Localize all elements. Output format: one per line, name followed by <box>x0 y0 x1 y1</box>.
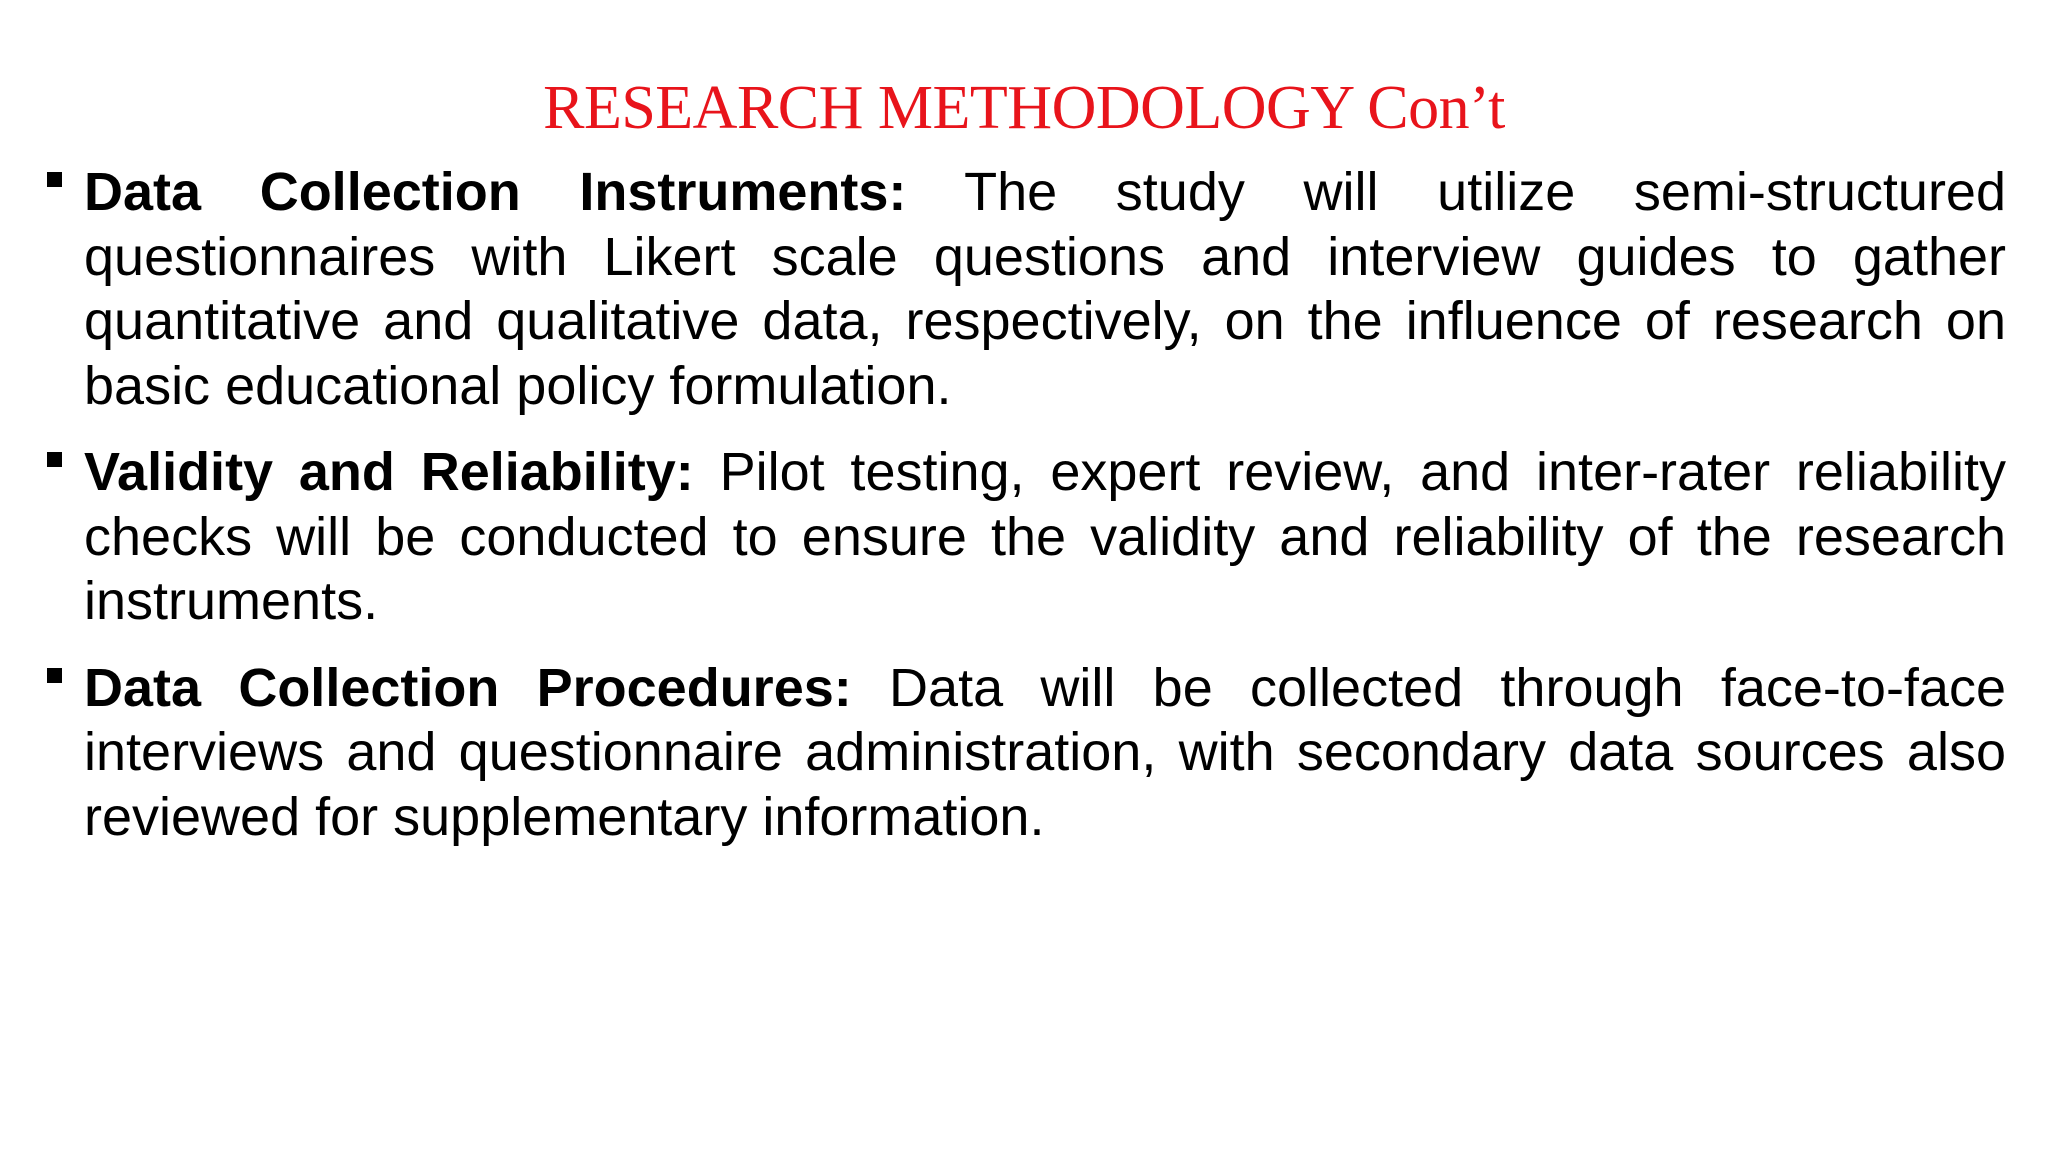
square-bullet-icon <box>47 668 62 683</box>
bullet-term: Data Collection Instruments: <box>84 162 907 222</box>
bullet-description: Pilot testing, expert review, and inter-rater reliability checks will be conducted to ensure the validity and reliability of the research instruments. <box>84 442 2006 631</box>
bullet-text <box>84 656 2006 850</box>
bullet-description: Data will be collected through face-to-face interviews and questionnaire administration, with secondary data sources also reviewed for supplementary information. <box>84 657 2006 847</box>
bullet-term: Validity and Reliability: <box>84 442 694 502</box>
bullet-text <box>84 160 2006 418</box>
bullet-description: The study will utilize semi-structured questionnaires with Likert scale questions and interview guides to gather quantitative and qualitative data, respectively, on the influence of research on basic educational policy formulation. <box>84 162 2006 416</box>
square-bullet-icon <box>47 172 62 187</box>
bullet-text <box>84 440 2006 634</box>
bullet-item-instruments <box>0 160 2048 418</box>
bullet-list <box>0 160 2048 871</box>
slide-title: RESEARCH METHODOLOGY Con’t <box>543 74 1505 142</box>
square-bullet-icon <box>47 452 62 467</box>
bullet-item-procedures <box>0 656 2048 850</box>
bullet-item-validity <box>0 440 2048 634</box>
bullet-term: Data Collection Procedures: <box>84 657 852 718</box>
